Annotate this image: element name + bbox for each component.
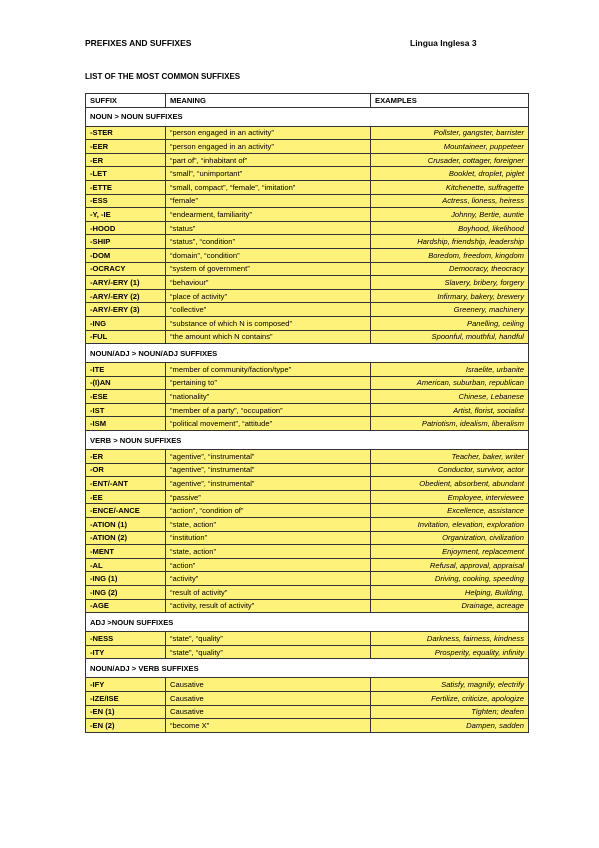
table-row	[86, 248, 529, 262]
suffix-cell: -ENCE/-ANCE	[86, 504, 166, 518]
meaning-cell: “part of”, “inhabitant of”	[166, 153, 371, 167]
suffix-cell: -ATION (1)	[86, 518, 166, 532]
suffix-cell: -ARY/-ERY (1)	[86, 276, 166, 290]
meaning-cell: “system of government”	[166, 262, 371, 276]
table-row	[86, 167, 529, 181]
meaning-cell: “person engaged in an activity”	[166, 126, 371, 140]
table-row	[86, 126, 529, 140]
meaning-cell: “small”, “unimportant”	[166, 167, 371, 181]
suffix-table	[85, 93, 529, 733]
document-title: PREFIXES AND SUFFIXES	[85, 38, 192, 48]
examples-cell: Panelling, ceiling	[371, 316, 529, 330]
section-header-row	[86, 431, 529, 450]
table-row	[86, 235, 529, 249]
suffix-cell: -SHIP	[86, 235, 166, 249]
suffix-cell: -ARY/-ERY (3)	[86, 303, 166, 317]
column-header-meaning: MEANING	[166, 94, 371, 108]
examples-cell: Prosperity, equality, infinity	[371, 645, 529, 659]
suffix-cell: -Y, -IE	[86, 208, 166, 222]
suffix-cell: -ING (1)	[86, 572, 166, 586]
examples-cell: Driving, cooking, speeding	[371, 572, 529, 586]
section-title: NOUN/ADJ > VERB SUFFIXES	[86, 659, 529, 678]
meaning-cell: “status”	[166, 221, 371, 235]
examples-cell: Infirmary, bakery, brewery	[371, 289, 529, 303]
examples-cell: Mountaineer, puppeteer	[371, 140, 529, 154]
examples-cell: Satisfy, magnify, electrify	[371, 678, 529, 692]
meaning-cell: “member of a party”, “occupation”	[166, 403, 371, 417]
suffix-cell: -ITY	[86, 645, 166, 659]
suffix-cell: -EN (1)	[86, 705, 166, 719]
meaning-cell: “agentive”, “instrumental”	[166, 463, 371, 477]
meaning-cell: “small, compact”, “female”, “imitation”	[166, 180, 371, 194]
suffix-cell: -OCRACY	[86, 262, 166, 276]
examples-cell: Artist, florist, socialist	[371, 403, 529, 417]
suffix-cell: -EN (2)	[86, 719, 166, 733]
table-row	[86, 316, 529, 330]
suffix-cell: -NESS	[86, 632, 166, 646]
meaning-cell: “domain”, “condition”	[166, 248, 371, 262]
suffix-cell: -ER	[86, 450, 166, 464]
table-row	[86, 303, 529, 317]
suffix-cell: -ARY/-ERY (2)	[86, 289, 166, 303]
meaning-cell: “activity”	[166, 572, 371, 586]
examples-cell: Organization, civilization	[371, 531, 529, 545]
table-row	[86, 719, 529, 733]
table-row	[86, 276, 529, 290]
meaning-cell: “activity, result of activity”	[166, 599, 371, 613]
suffix-cell: -ESE	[86, 390, 166, 404]
suffix-cell: -LET	[86, 167, 166, 181]
suffix-cell: -EER	[86, 140, 166, 154]
table-row	[86, 376, 529, 390]
table-row	[86, 194, 529, 208]
table-row	[86, 632, 529, 646]
suffix-cell: -IFY	[86, 678, 166, 692]
examples-cell: Drainage, acreage	[371, 599, 529, 613]
examples-cell: Teacher, baker, writer	[371, 450, 529, 464]
table-row	[86, 289, 529, 303]
examples-cell: Dampen, sadden	[371, 719, 529, 733]
meaning-cell: “state”, “quality”	[166, 632, 371, 646]
suffix-cell: -ING	[86, 316, 166, 330]
suffix-cell: -ING (2)	[86, 586, 166, 600]
meaning-cell: “nationality”	[166, 390, 371, 404]
table-row	[86, 330, 529, 344]
table-row	[86, 518, 529, 532]
suffix-cell: -EE	[86, 490, 166, 504]
examples-cell: Employee, interviewee	[371, 490, 529, 504]
table-row	[86, 153, 529, 167]
table-row	[86, 678, 529, 692]
table-row	[86, 558, 529, 572]
table-row	[86, 208, 529, 222]
meaning-cell: “behaviour”	[166, 276, 371, 290]
meaning-cell: “female”	[166, 194, 371, 208]
table-row	[86, 531, 529, 545]
table-row	[86, 586, 529, 600]
examples-cell: American, suburban, republican	[371, 376, 529, 390]
table-header-row	[86, 94, 529, 108]
examples-cell: Excellence, assistance	[371, 504, 529, 518]
meaning-cell: Causative	[166, 705, 371, 719]
section-title: VERB > NOUN SUFFIXES	[86, 431, 529, 450]
meaning-cell: “state, action”	[166, 545, 371, 559]
meaning-cell: “substance of which N is composed”	[166, 316, 371, 330]
section-header-row	[86, 107, 529, 126]
meaning-cell: “action”	[166, 558, 371, 572]
table-row	[86, 417, 529, 431]
table-body	[86, 107, 529, 732]
examples-cell: Helping, Building,	[371, 586, 529, 600]
meaning-cell: “collective”	[166, 303, 371, 317]
suffix-cell: -ER	[86, 153, 166, 167]
meaning-cell: “state, action”	[166, 518, 371, 532]
section-header-row	[86, 344, 529, 363]
suffix-cell: -ETTE	[86, 180, 166, 194]
column-header-examples: EXAMPLES	[371, 94, 529, 108]
examples-cell: Booklet, droplet, piglet	[371, 167, 529, 181]
meaning-cell: “agentive”, “instrumental”	[166, 477, 371, 491]
suffix-cell: -IZE/ISE	[86, 691, 166, 705]
table-row	[86, 599, 529, 613]
meaning-cell: “place of activity”	[166, 289, 371, 303]
table-row	[86, 403, 529, 417]
meaning-cell: “pertaining to”	[166, 376, 371, 390]
examples-cell: Darkness, fairness, kindness	[371, 632, 529, 646]
examples-cell: Fertilize, criticize, apologize	[371, 691, 529, 705]
meaning-cell: “become X”	[166, 719, 371, 733]
examples-cell: Crusader, cottager, foreigner	[371, 153, 529, 167]
suffix-cell: -AGE	[86, 599, 166, 613]
table-row	[86, 463, 529, 477]
meaning-cell: “political movement”, “attitude”	[166, 417, 371, 431]
examples-cell: Israelite, urbanite	[371, 363, 529, 377]
course-name: Lingua Inglesa 3	[410, 38, 477, 48]
table-row	[86, 545, 529, 559]
suffix-cell: -FUL	[86, 330, 166, 344]
examples-cell: Kitchenette, suffragette	[371, 180, 529, 194]
section-title: ADJ >NOUN SUFFIXES	[86, 613, 529, 632]
examples-cell: Slavery, bribery, forgery	[371, 276, 529, 290]
suffix-cell: -STER	[86, 126, 166, 140]
table-row	[86, 477, 529, 491]
examples-cell: Enjoyment, replacement	[371, 545, 529, 559]
examples-cell: Chinese, Lebanese	[371, 390, 529, 404]
suffix-cell: -(I)AN	[86, 376, 166, 390]
section-title: NOUN > NOUN SUFFIXES	[86, 107, 529, 126]
table-row	[86, 691, 529, 705]
examples-cell: Patriotism, idealism, liberalism	[371, 417, 529, 431]
table-row	[86, 490, 529, 504]
table-row	[86, 262, 529, 276]
meaning-cell: “state”, “quality”	[166, 645, 371, 659]
examples-cell: Refusal, approval, appraisal	[371, 558, 529, 572]
suffix-cell: -ATION (2)	[86, 531, 166, 545]
table-row	[86, 363, 529, 377]
table-row	[86, 140, 529, 154]
section-title: NOUN/ADJ > NOUN/ADJ SUFFIXES	[86, 344, 529, 363]
suffix-cell: -ENT/-ANT	[86, 477, 166, 491]
suffix-cell: -DOM	[86, 248, 166, 262]
meaning-cell: “action”, “condition of”	[166, 504, 371, 518]
table-row	[86, 221, 529, 235]
meaning-cell: “result of activity”	[166, 586, 371, 600]
meaning-cell: Causative	[166, 678, 371, 692]
section-header-row	[86, 613, 529, 632]
table-row	[86, 390, 529, 404]
examples-cell: Pollster, gangster, barrister	[371, 126, 529, 140]
list-title: LIST OF THE MOST COMMON SUFFIXES	[85, 72, 241, 81]
meaning-cell: “agentive”, “instrumental”	[166, 450, 371, 464]
section-header-row	[86, 659, 529, 678]
examples-cell: Hardship, friendship, leadership	[371, 235, 529, 249]
examples-cell: Democracy, theocracy	[371, 262, 529, 276]
suffix-cell: -ISM	[86, 417, 166, 431]
examples-cell: Johnny, Bertie, auntie	[371, 208, 529, 222]
examples-cell: Obedient, absorbent, abundant	[371, 477, 529, 491]
meaning-cell: “endearment, familiarity”	[166, 208, 371, 222]
suffix-cell: -ITE	[86, 363, 166, 377]
examples-cell: Boredom, freedom, kingdom	[371, 248, 529, 262]
examples-cell: Actress, lioness, heiress	[371, 194, 529, 208]
table-row	[86, 450, 529, 464]
meaning-cell: “institution”	[166, 531, 371, 545]
meaning-cell: “the amount which N contains”	[166, 330, 371, 344]
suffix-cell: -MENT	[86, 545, 166, 559]
examples-cell: Greenery, machinery	[371, 303, 529, 317]
table-row	[86, 504, 529, 518]
examples-cell: Spoonful, mouthful, handful	[371, 330, 529, 344]
table-row	[86, 180, 529, 194]
meaning-cell: “status”, “condition”	[166, 235, 371, 249]
meaning-cell: “passive”	[166, 490, 371, 504]
suffix-cell: -HOOD	[86, 221, 166, 235]
table-row	[86, 572, 529, 586]
examples-cell: Tighten; deafen	[371, 705, 529, 719]
examples-cell: Boyhood, likelihood	[371, 221, 529, 235]
suffix-cell: -AL	[86, 558, 166, 572]
table-row	[86, 705, 529, 719]
suffix-cell: -OR	[86, 463, 166, 477]
column-header-suffix: SUFFIX	[86, 94, 166, 108]
meaning-cell: Causative	[166, 691, 371, 705]
examples-cell: Conductor, survivor, actor	[371, 463, 529, 477]
suffix-cell: -IST	[86, 403, 166, 417]
table-row	[86, 645, 529, 659]
examples-cell: Invitation, elevation, exploration	[371, 518, 529, 532]
meaning-cell: “person engaged in an activity”	[166, 140, 371, 154]
meaning-cell: “member of community/faction/type”	[166, 363, 371, 377]
suffix-cell: -ESS	[86, 194, 166, 208]
